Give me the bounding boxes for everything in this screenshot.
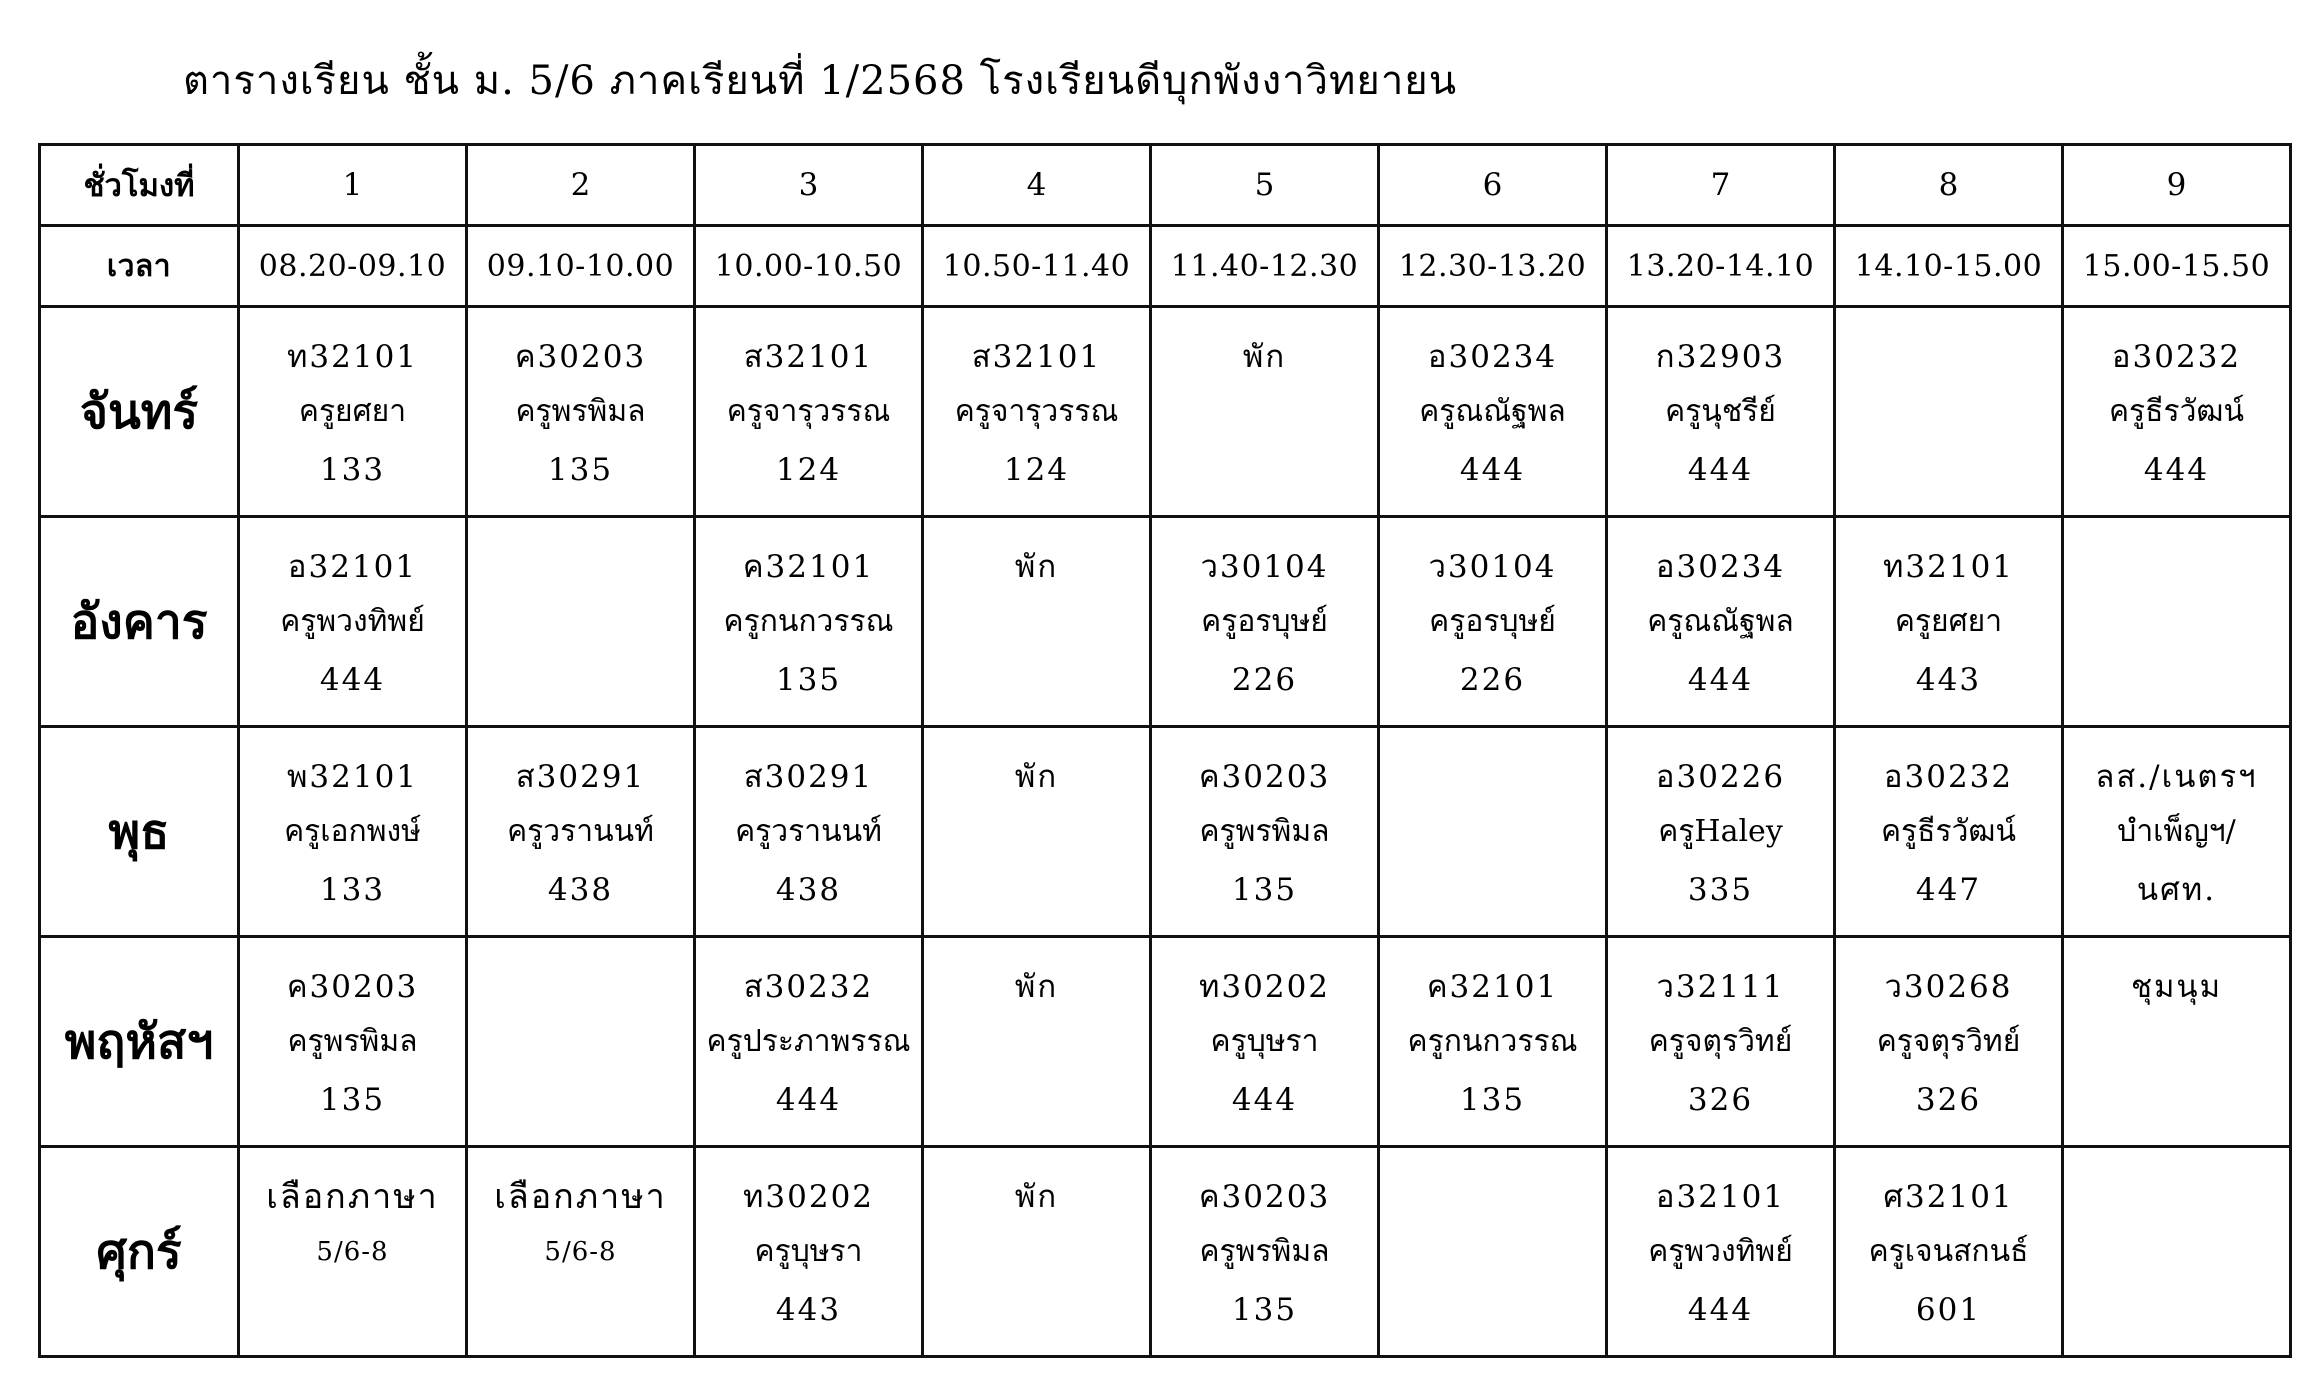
schedule-cell-content [1152,938,1377,1145]
room-number: 438 [775,872,842,908]
subject-code: อ30232 [2111,339,2242,375]
teacher-name: ครูจารุวรรณ [954,394,1119,429]
teacher-name: ครูนุชรีย์ [1665,394,1776,429]
room-number: 135 [1231,1292,1298,1328]
teacher-name: ครูจตุรวิทย์ [1876,1024,2021,1059]
teacher-name: 5/6-8 [316,1237,389,1267]
schedule-cell [1151,1147,1379,1357]
schedule-cell [923,727,1151,937]
schedule-cell [1607,517,1835,727]
room-number: 443 [1915,662,1982,698]
subject-code: ว30268 [1884,969,2013,1005]
subject-code: ท32101 [286,339,419,375]
subject-code: เลือกภาษา [494,1177,667,1217]
subject-code: ค30203 [286,969,419,1005]
period-time: 13.20-14.10 [1607,226,1835,307]
schedule-cell-content [1380,1148,1605,1355]
schedule-cell-content [240,1148,465,1355]
schedule-cell [695,307,923,517]
teacher-name: ครูกนกวรรณ [723,604,894,639]
schedule-cell-content [1608,518,1833,725]
schedule-cell [1835,937,2063,1147]
schedule-cell [1151,727,1379,937]
schedule-cell-content [468,938,693,1145]
teacher-name: ครูธีรวัฒน์ [2108,394,2245,429]
schedule-cell [2063,1147,2291,1357]
subject-code: อ30234 [1427,339,1558,375]
teacher-name: ครูเจนสกนธ์ [1868,1234,2029,1269]
time-header-label: เวลา [40,226,239,307]
subject-code: ลส./เนตรฯ [2095,759,2258,795]
schedule-cell-content [1608,308,1833,515]
schedule-cell [239,937,467,1147]
schedule-cell-content [1608,728,1833,935]
period-number: 3 [695,145,923,226]
schedule-cell-content [1836,728,2061,935]
schedule-cell-content [1380,938,1605,1145]
subject-code: พัก [1014,1179,1059,1215]
period-number: 5 [1151,145,1379,226]
schedule-cell-content [1608,1148,1833,1355]
schedule-cell [467,307,695,517]
subject-code: ก32903 [1655,339,1786,375]
schedule-cell [2063,307,2291,517]
subject-code: ส32101 [743,339,874,375]
schedule-cell-content [1152,1148,1377,1355]
schedule-cell [1835,517,2063,727]
room-number: 226 [1459,662,1526,698]
teacher-name: ครูพรพิมล [1199,1234,1330,1269]
schedule-cell [239,517,467,727]
schedule-cell-content [696,938,921,1145]
teacher-name: ครูพรพิมล [287,1024,418,1059]
schedule-cell-content [924,728,1149,935]
schedule-cell [1151,937,1379,1147]
period-number: 1 [239,145,467,226]
room-number: 601 [1915,1292,1982,1328]
subject-code: ค30203 [1198,759,1331,795]
schedule-cell-content [696,728,921,935]
subject-code: ส30232 [743,969,874,1005]
schedule-cell-content [1152,518,1377,725]
room-number: นศท. [2136,872,2217,908]
teacher-name: ครูHaley [1658,814,1783,849]
period-number: 7 [1607,145,1835,226]
room-number: 444 [1687,662,1754,698]
room-number: 444 [1231,1082,1298,1118]
schedule-cell-content [1152,308,1377,515]
timetable [38,143,2292,1358]
period-time: 10.50-11.40 [923,226,1151,307]
room-number: 326 [1687,1082,1754,1118]
subject-code: พัก [1014,969,1059,1005]
schedule-cell-content [924,938,1149,1145]
period-number: 8 [1835,145,2063,226]
schedule-cell [923,1147,1151,1357]
schedule-cell-content [240,938,465,1145]
schedule-cell [695,937,923,1147]
teacher-name: ครูจตุรวิทย์ [1648,1024,1793,1059]
period-time: 10.00-10.50 [695,226,923,307]
schedule-cell-content [1836,1148,2061,1355]
schedule-cell-content [240,728,465,935]
teacher-name: ครูประภาพรรณ [706,1024,911,1059]
teacher-name: ครูยศยา [298,394,407,429]
room-number: 444 [1687,452,1754,488]
schedule-cell [1379,517,1607,727]
page-title [0,48,2300,112]
teacher-name: ครูกนกวรรณ [1407,1024,1578,1059]
teacher-name: ครูพวงทิพย์ [280,604,425,639]
schedule-cell [695,1147,923,1357]
day-name: พุธ [40,727,239,937]
schedule-cell [239,727,467,937]
schedule-cell-content [468,728,693,935]
subject-code: อ32101 [287,549,418,585]
day-row [40,307,2291,517]
schedule-cell-content [1152,728,1377,935]
subject-code: ท32101 [1882,549,2015,585]
schedule-cell [467,937,695,1147]
room-number: 438 [547,872,614,908]
schedule-cell [1607,727,1835,937]
subject-code: พัก [1014,759,1059,795]
schedule-cell [1607,1147,1835,1357]
subject-code: ค30203 [1198,1179,1331,1215]
schedule-cell [695,727,923,937]
schedule-cell-content [696,1148,921,1355]
room-number: 447 [1915,872,1982,908]
teacher-name: ครูเอกพงษ์ [284,814,421,849]
period-header-label: ชั่วโมงที่ [40,145,239,226]
period-time: 08.20-09.10 [239,226,467,307]
teacher-name: ครูณณัฐพล [1419,394,1566,429]
schedule-cell [2063,727,2291,937]
schedule-cell [1379,937,1607,1147]
page-title-text: ตารางเรียน ชั้น ม. 5/6 ภาคเรียนที่ 1/2568 โรงเรียนดีบุกพังงาวิทยายน [182,58,1458,104]
teacher-name: ครูณณัฐพล [1647,604,1794,639]
schedule-cell [1607,937,1835,1147]
period-number: 9 [2063,145,2291,226]
schedule-cell-content [1380,728,1605,935]
period-header-row [40,145,2291,226]
room-number: 444 [1459,452,1526,488]
subject-code: ศ32101 [1883,1179,2014,1215]
schedule-cell-content [1836,308,2061,515]
schedule-cell-content [468,1148,693,1355]
teacher-name: ครูพรพิมล [1199,814,1330,849]
schedule-cell [467,727,695,937]
day-name: อังคาร [40,517,239,727]
subject-code: พัก [1014,549,1059,585]
schedule-cell [467,1147,695,1357]
schedule-cell [1835,727,2063,937]
schedule-cell [1379,1147,1607,1357]
subject-code: ชุมนุม [2130,969,2223,1005]
schedule-cell [695,517,923,727]
subject-code: ส30291 [515,759,646,795]
teacher-name: ครูจารุวรรณ [726,394,891,429]
period-time: 12.30-13.20 [1379,226,1607,307]
room-number: 335 [1687,872,1754,908]
subject-code: อ30234 [1655,549,1786,585]
schedule-cell-content [2064,728,2289,935]
teacher-name: ครูบุษรา [1210,1024,1319,1059]
schedule-cell-content [696,518,921,725]
schedule-cell-content [1380,518,1605,725]
day-row [40,727,2291,937]
teacher-name: ครูอรบุษย์ [1201,604,1328,639]
day-name: ศุกร์ [40,1147,239,1357]
subject-code: ว30104 [1428,549,1557,585]
subject-code: ค30203 [514,339,647,375]
schedule-cell [923,307,1151,517]
schedule-cell [467,517,695,727]
room-number: 226 [1231,662,1298,698]
subject-code: ค32101 [742,549,875,585]
schedule-cell [1835,307,2063,517]
teacher-name: ครูบุษรา [754,1234,863,1269]
subject-code: เลือกภาษา [266,1177,439,1217]
subject-code: อ30232 [1883,759,2014,795]
schedule-cell-content [924,1148,1149,1355]
schedule-cell-content [696,308,921,515]
teacher-name: ครูวรานนท์ [735,814,882,849]
schedule-cell-content [2064,308,2289,515]
teacher-name: ครูธีรวัฒน์ [1880,814,2017,849]
subject-code: อ32101 [1655,1179,1786,1215]
subject-code: ค32101 [1426,969,1559,1005]
schedule-cell-content [924,308,1149,515]
schedule-cell-content [240,518,465,725]
teacher-name: ครูพวงทิพย์ [1648,1234,1793,1269]
schedule-cell-content [1608,938,1833,1145]
schedule-cell [239,1147,467,1357]
schedule-cell-content [1380,308,1605,515]
teacher-name: 5/6-8 [544,1237,617,1267]
room-number: 444 [1687,1292,1754,1328]
teacher-name: ครูอรบุษย์ [1429,604,1556,639]
schedule-cell-content [468,308,693,515]
subject-code: อ30226 [1655,759,1786,795]
room-number: 124 [775,452,842,488]
day-row [40,937,2291,1147]
schedule-cell-content [1836,938,2061,1145]
room-number: 135 [775,662,842,698]
period-time: 09.10-10.00 [467,226,695,307]
room-number: 124 [1003,452,1070,488]
subject-code: ท30202 [1198,969,1331,1005]
schedule-cell [1151,517,1379,727]
time-header-row [40,226,2291,307]
schedule-cell [239,307,467,517]
room-number: 135 [547,452,614,488]
period-time: 14.10-15.00 [1835,226,2063,307]
room-number: 135 [1231,872,1298,908]
period-number: 6 [1379,145,1607,226]
schedule-cell [923,517,1151,727]
period-number: 4 [923,145,1151,226]
subject-code: พ32101 [286,759,419,795]
schedule-cell [1379,727,1607,937]
schedule-cell [1379,307,1607,517]
schedule-cell-content [2064,938,2289,1145]
room-number: 444 [319,662,386,698]
schedule-cell-content [2064,518,2289,725]
room-number: 443 [775,1292,842,1328]
schedule-cell [2063,517,2291,727]
period-time: 11.40-12.30 [1151,226,1379,307]
subject-code: ส30291 [743,759,874,795]
room-number: 135 [319,1082,386,1118]
room-number: 135 [1459,1082,1526,1118]
schedule-cell [1835,1147,2063,1357]
period-time: 15.00-15.50 [2063,226,2291,307]
day-name: พฤหัสฯ [40,937,239,1147]
day-row [40,1147,2291,1357]
subject-code: ว30104 [1200,549,1329,585]
room-number: 133 [319,872,386,908]
schedule-cell [2063,937,2291,1147]
room-number: 326 [1915,1082,1982,1118]
schedule-cell [1607,307,1835,517]
schedule-cell-content [2064,1148,2289,1355]
room-number: 133 [319,452,386,488]
subject-code: ว32111 [1656,969,1785,1005]
room-number: 444 [775,1082,842,1118]
period-number: 2 [467,145,695,226]
schedule-cell-content [240,308,465,515]
day-name: จันทร์ [40,307,239,517]
subject-code: ส32101 [971,339,1102,375]
teacher-name: ครูพรพิมล [515,394,646,429]
teacher-name: ครูวรานนท์ [507,814,654,849]
schedule-cell-content [468,518,693,725]
schedule-cell [1151,307,1379,517]
subject-code: พัก [1242,339,1287,375]
subject-code: ท30202 [742,1179,875,1215]
teacher-name: ครูยศยา [1894,604,2003,639]
room-number: 444 [2143,452,2210,488]
schedule-cell-content [924,518,1149,725]
day-row [40,517,2291,727]
schedule-cell-content [1836,518,2061,725]
schedule-cell [923,937,1151,1147]
teacher-name: บำเพ็ญฯ/ [2117,814,2236,849]
